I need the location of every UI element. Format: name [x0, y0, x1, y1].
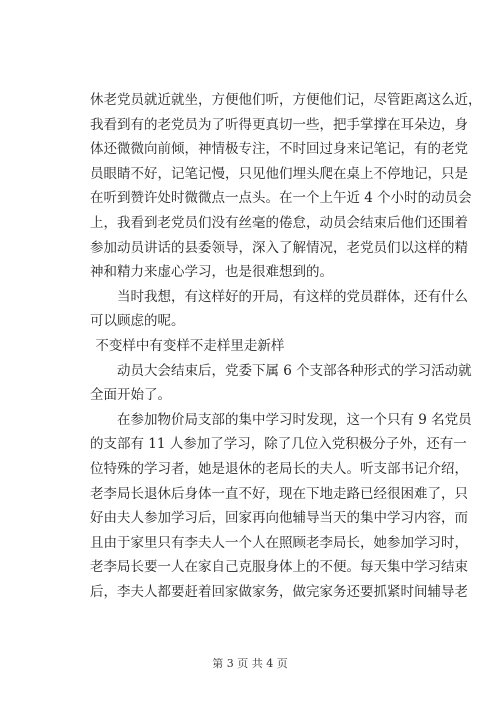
text-line: 在听到赞许处时微微点一点头。在一个上午近 4 个小时的动员会 — [90, 190, 472, 207]
text-line: 老李局长要一人在家自己克服身体上的不便。每天集中学习结束 — [90, 559, 468, 576]
paragraph-start-line: 当时我想，有这样好的开局，有这样的党员群体，还有什么 — [117, 288, 468, 305]
paragraph-start-line: 动员大会结束后，党委下属 6 个支部各种形式的学习活动就 — [117, 362, 472, 379]
section-heading: 不变样中有变样不走样里走新样 — [95, 337, 285, 354]
text-line: 上，我看到老党员们没有丝毫的倦怠，动员会结束后他们还围着 — [90, 214, 468, 231]
text-line: 老李局长退休后身体一直不好，现在下地走路已经很困难了，只 — [90, 485, 468, 502]
text-line: 后，李夫人都要赶着回家做家务，做完家务还要抓紧时间辅导老 — [90, 583, 468, 600]
text-line: 员眼睛不好，记笔记慢，只见他们埋头爬在桌上不停地记，只是 — [90, 165, 468, 182]
document-body — [90, 88, 482, 604]
text-line: 好由夫人参加学习后，回家再向他辅导当天的集中学习内容，而 — [90, 510, 468, 527]
text-line: 位特殊的学习者，她是退休的老局长的夫人。听支部书记介绍， — [90, 460, 468, 477]
text-line: 且由于家里只有李夫人一个人在照顾老李局长，她参加学习时， — [90, 534, 468, 551]
text-line: 全面开始了。 — [90, 387, 171, 404]
text-line: 参加动员讲话的县委领导，深入了解情况，老党员们以这样的精 — [90, 239, 468, 256]
text-line: 体还微微向前倾，神情极专注，不时回过身来记笔记，有的老党 — [90, 141, 468, 158]
text-line: 的支部有 11 人参加了学习，除了几位入党积极分子外，还有一 — [90, 436, 467, 453]
paragraph-start-line: 在参加物价局支部的集中学习时发现，这一个只有 9 名党员 — [117, 411, 472, 428]
text-line: 休老党员就近就坐，方便他们听，方便他们记，尽管距离这么近， — [90, 92, 482, 108]
text-line: 我看到有的老党员为了听得更真切一些，把手掌撑在耳朵边，身 — [90, 116, 468, 133]
text-line: 神和精力来虚心学习，也是很难想到的。 — [90, 264, 333, 281]
text-line: 可以顾虑的呢。 — [90, 313, 185, 330]
page-number-footer: 第 3 页 共 4 页 — [212, 657, 288, 670]
